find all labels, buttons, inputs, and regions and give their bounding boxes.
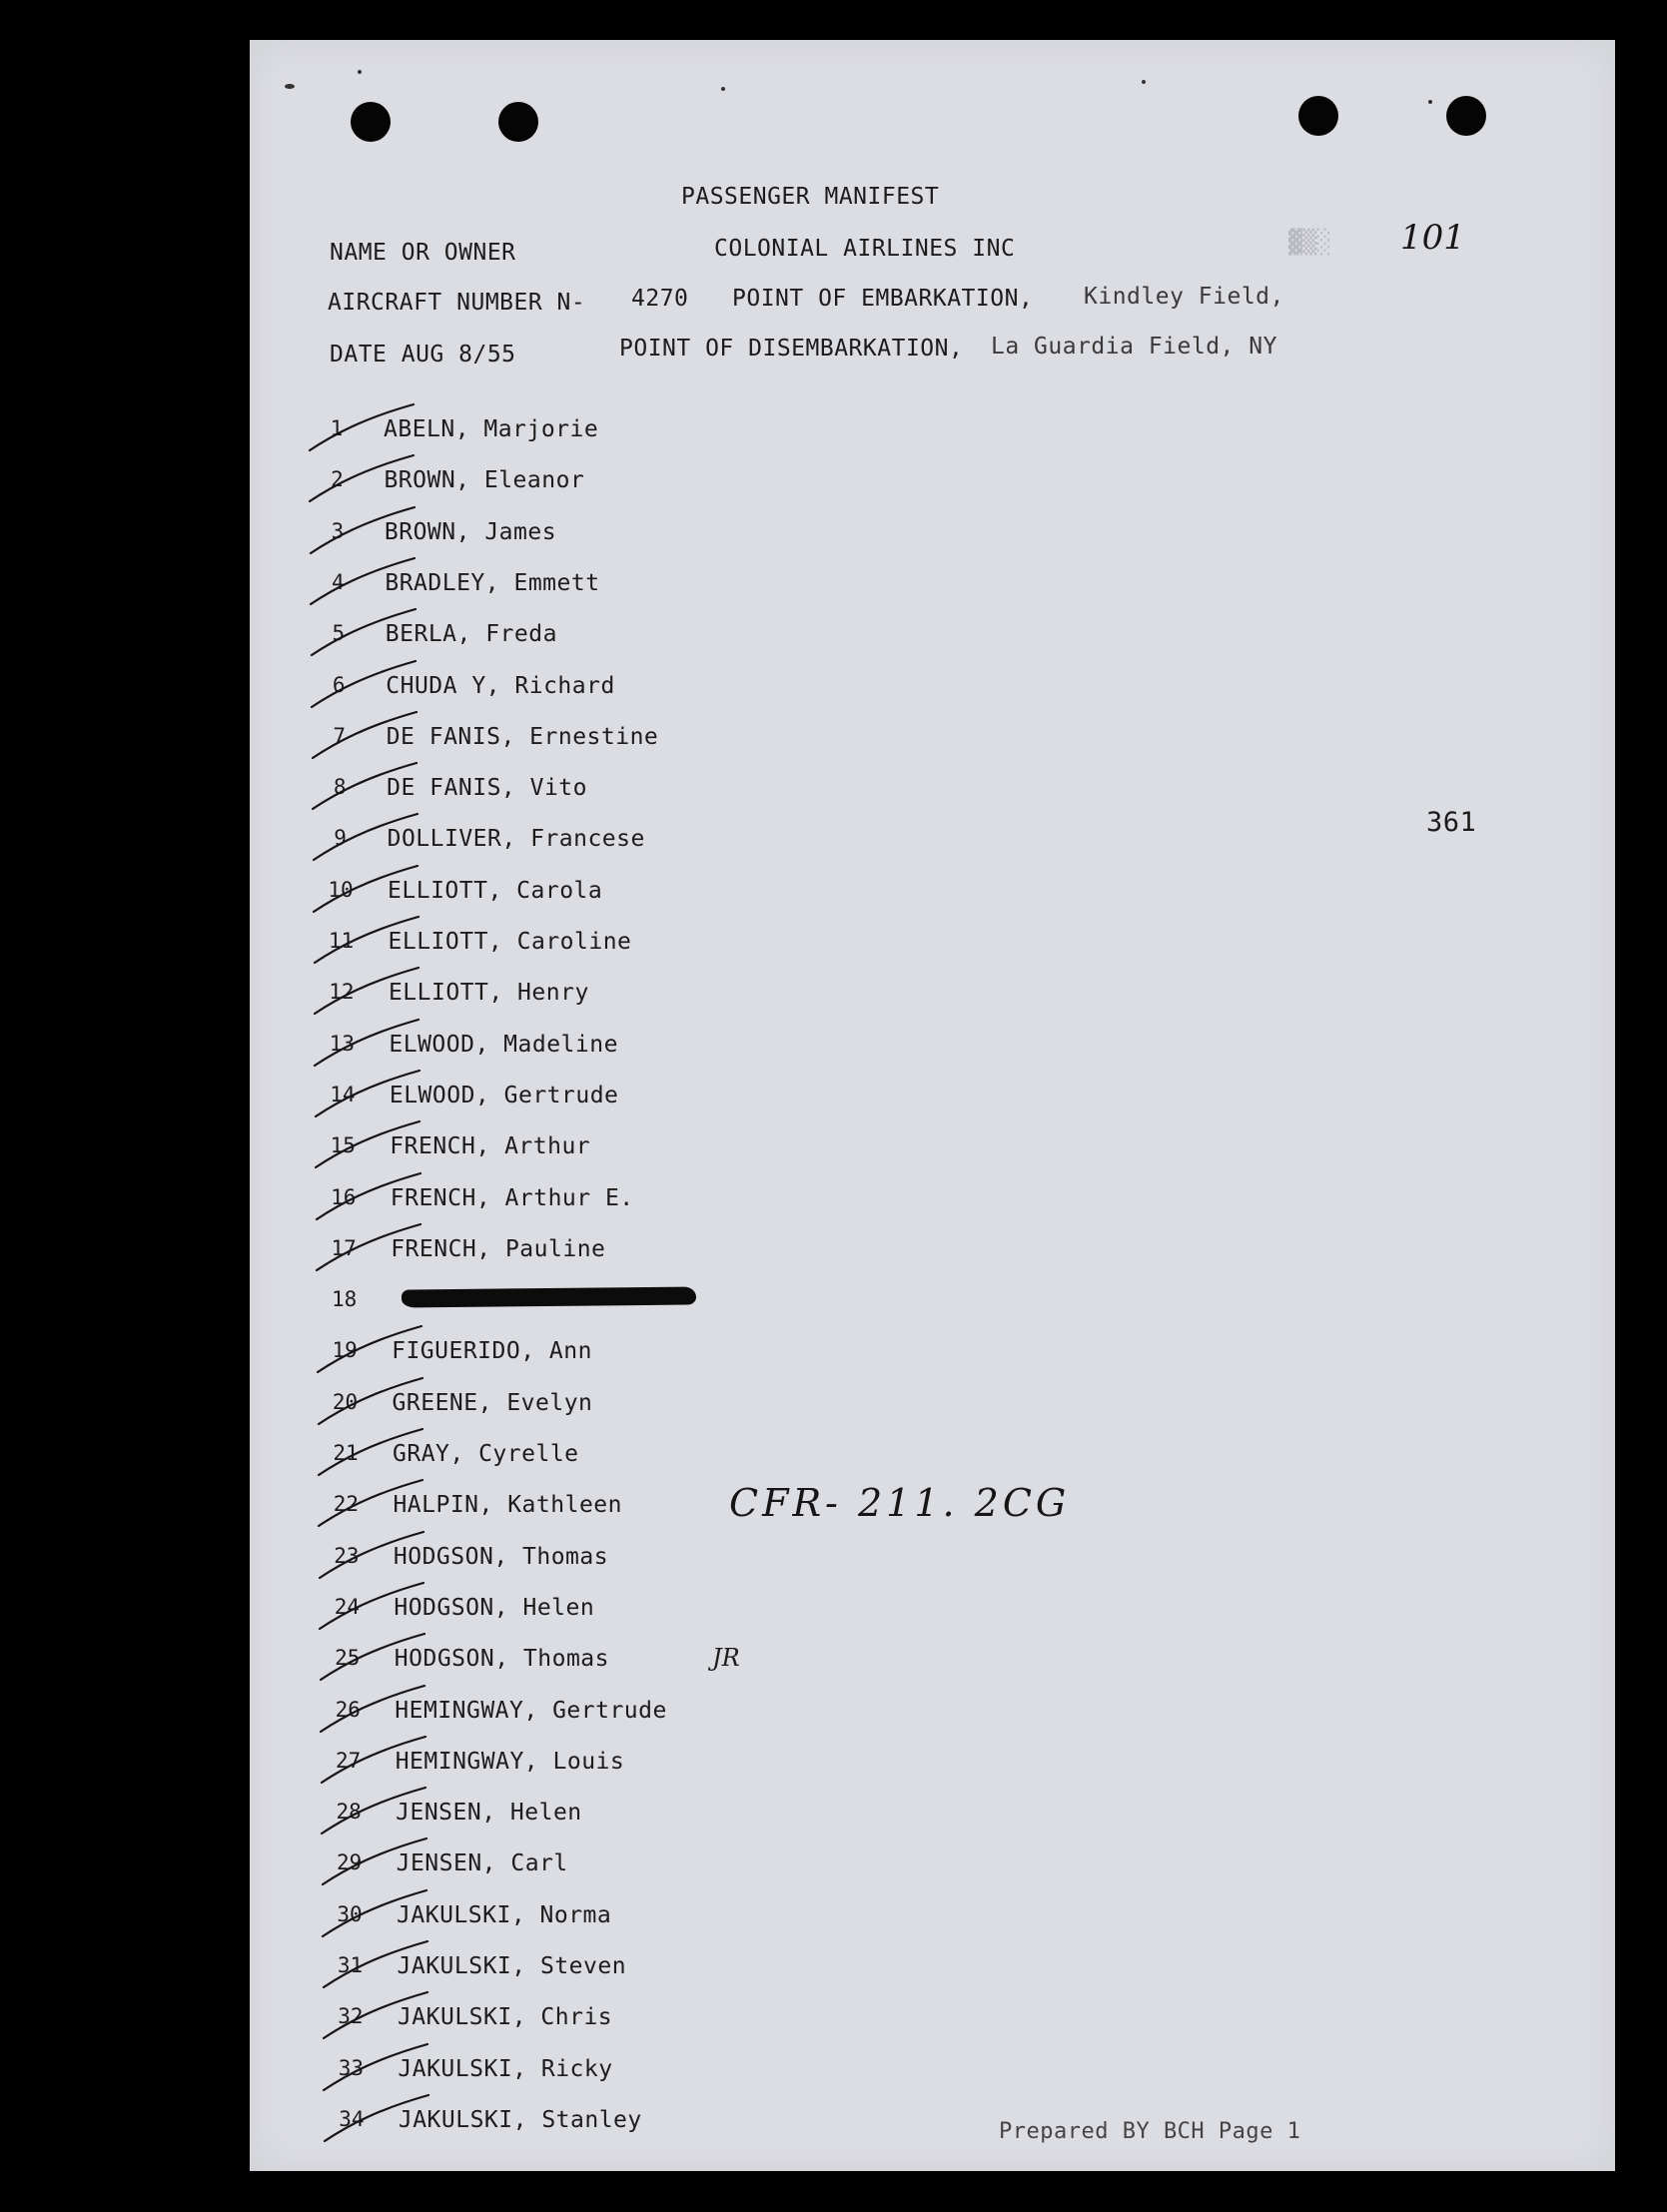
passenger-row [322,1538,1021,1582]
passenger-row [313,513,1012,557]
passenger-name: JENSEN, Carl [396,1850,568,1877]
passenger-number: 26 [335,1697,361,1722]
disembarkation-value: La Guardia Field, NY [991,334,1277,360]
aircraft-number: 4270 [631,286,689,312]
passenger-row [318,1077,1017,1120]
passenger-name: GRAY, Cyrelle [393,1441,579,1467]
passenger-name: HEMINGWAY, Louis [395,1748,625,1775]
passenger-row [326,1947,1025,1991]
passenger-number: 22 [333,1492,360,1517]
passenger-number: 16 [331,1184,357,1209]
passenger-number: 32 [338,2004,364,2029]
owner-value: COLONIAL AIRLINES INC [714,236,1016,262]
passenger-row [316,820,1015,864]
passenger-row [324,1743,1023,1787]
passenger-number: 9 [334,826,347,851]
passenger-number: 34 [339,2106,365,2131]
faded-stamp: ▓▒░ [1288,230,1332,256]
page-title: PASSENGER MANIFEST [681,184,940,210]
passenger-name: FRENCH, Arthur [390,1133,591,1160]
passenger-number: 8 [333,775,347,800]
punch-hole [351,102,391,142]
passenger-name: ELLIOTT, Carola [388,877,603,904]
passenger-row [315,769,1014,813]
aircraft-label: AIRCRAFT NUMBER N- [328,290,586,316]
passenger-name: JAKULSKI, Stanley [398,2106,642,2133]
manifest-page [250,40,1615,2171]
passenger-name: JAKULSKI, Steven [397,1953,627,1979]
passenger-number: 12 [329,980,355,1005]
passenger-row [314,615,1013,659]
passenger-name: BERLA, Freda [385,621,557,648]
passenger-row [316,872,1015,916]
punch-hole [1298,96,1338,136]
passenger-name: JAKULSKI, Norma [397,1901,612,1928]
date-label: DATE AUG 8/55 [330,342,516,368]
page-number: 101 [1400,218,1465,258]
passenger-row [323,1692,1022,1736]
passenger-number: 5 [332,621,346,646]
passenger-row [323,1640,1022,1684]
passenger-name: JENSEN, Helen [396,1800,582,1827]
embarkation-label: POINT OF EMBARKATION, [732,286,1034,312]
passenger-number: 14 [330,1082,356,1106]
passenger-row [320,1332,1019,1376]
passenger-number: 31 [337,1953,364,1977]
owner-label: NAME OR OWNER [330,240,516,266]
passenger-row [317,974,1016,1018]
passenger-name: FRENCH, Pauline [391,1235,606,1262]
passenger-name: HODGSON, Thomas [394,1646,610,1673]
passenger-row [319,1179,1018,1223]
disembarkation-label: POINT OF DISEMBARKATION, [619,336,964,362]
passenger-row [312,410,1011,454]
passenger-row [319,1230,1018,1274]
passenger-row [313,564,1012,608]
passenger-name: ABELN, Marjorie [384,416,599,442]
passenger-row [321,1435,1020,1479]
passenger-row [325,1896,1024,1940]
passenger-number: 4 [332,569,345,594]
passenger-name: BROWN, Eleanor [384,467,585,494]
passenger-number: 1 [330,416,344,440]
passenger-row [322,1589,1021,1633]
passenger-name: ELWOOD, Madeline [389,1031,618,1058]
passenger-number: 25 [335,1646,361,1671]
passenger-name: BROWN, James [384,518,557,545]
passenger-number: 15 [330,1133,356,1158]
embarkation-value: Kindley Field, [1084,284,1284,310]
passenger-name: HODGSON, Helen [394,1594,595,1621]
passenger-name: DE FANIS, Vito [387,775,588,802]
passenger-name: DE FANIS, Ernestine [386,723,659,750]
passenger-name: FIGUERIDO, Ann [392,1338,592,1365]
passenger-number: 29 [336,1850,363,1875]
passenger-row [324,1794,1023,1838]
passenger-number: 11 [328,929,355,953]
passenger-name: ELLIOTT, Caroline [388,929,632,955]
passenger-name: JAKULSKI, Chris [397,2004,613,2031]
passenger-row [327,2101,1026,2145]
passenger-number: 17 [331,1235,357,1260]
passenger-row [312,461,1011,505]
passenger-name: GREENE, Evelyn [392,1389,593,1416]
checkmark-icon [311,1218,430,1278]
passenger-name: ELLIOTT, Henry [388,980,589,1007]
passenger-row [326,2050,1025,2094]
cfr-note: CFR- 211. 2CG [729,1481,1071,1525]
passenger-number: 33 [338,2055,365,2080]
passenger-row [326,1998,1025,2042]
passenger-name: FRENCH, Arthur E. [390,1184,634,1211]
passenger-number: 21 [333,1441,359,1465]
passenger-number: 6 [332,672,346,697]
passenger-name: HODGSON, Thomas [393,1543,609,1570]
passenger-number: 27 [336,1748,362,1773]
passenger-number: 19 [332,1338,358,1363]
passenger-number: 24 [334,1594,360,1619]
passenger-row [318,1127,1017,1171]
passenger-number: 2 [331,467,344,492]
punch-hole [1446,96,1486,136]
passenger-number: 10 [328,877,354,902]
passenger-name: HEMINGWAY, Gertrude [395,1697,667,1724]
passenger-row [325,1844,1024,1888]
passenger-number: 13 [329,1031,356,1056]
passenger-row [317,923,1016,967]
passenger-number: 7 [333,723,347,748]
jr-note: JR [712,1644,740,1672]
passenger-name: HALPIN, Kathleen [393,1492,622,1519]
passenger-row [315,718,1014,762]
passenger-name: ELWOOD, Gertrude [389,1082,619,1108]
passenger-name: CHUDA Y, Richard [386,672,615,699]
passenger-row [314,667,1013,711]
passenger-row [317,1026,1016,1070]
checkmark-icon [319,2089,438,2149]
prepared-by: Prepared BY BCH Page 1 [999,2119,1301,2144]
passenger-row [321,1384,1020,1428]
stamp-number: 361 [1426,807,1477,838]
passenger-name: JAKULSKI, Ricky [398,2055,613,2082]
passenger-name: DOLLIVER, Francese [387,826,645,853]
passenger-number: 23 [334,1543,360,1568]
passenger-number: 3 [331,518,345,543]
passenger-number: 20 [332,1389,359,1414]
passenger-number: 28 [336,1800,362,1825]
passenger-number: 18 [331,1287,358,1312]
passenger-name: BRADLEY, Emmett [385,569,600,596]
passenger-number: 30 [337,1901,363,1926]
punch-hole [498,102,538,142]
